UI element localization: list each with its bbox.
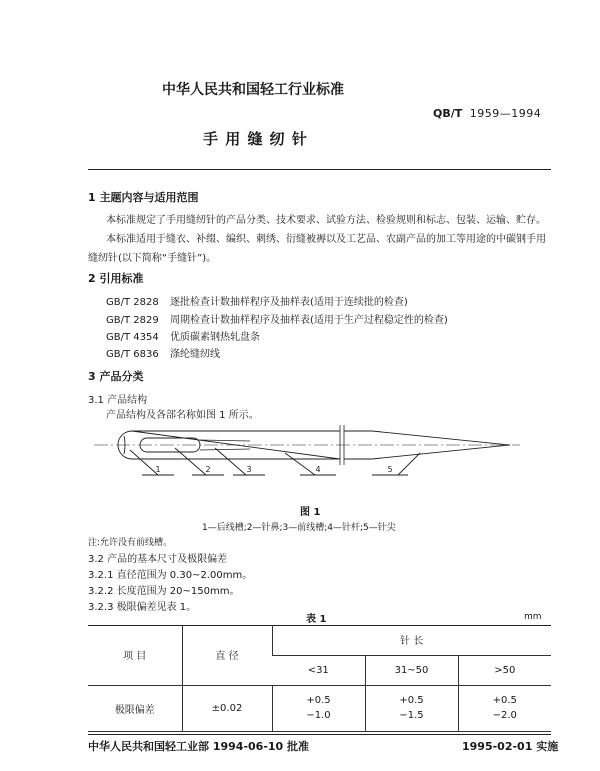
figure-label-2: 2 [205,465,211,474]
table-header-diameter: 直 径 [182,625,272,685]
deviation-lower: −1.5 [399,710,424,721]
reference-code: GB/T 4354 [106,332,159,343]
section-3-2-3: 3.2.3 极限偏差见表 1。 [88,602,197,613]
table-length-deviation [272,685,365,731]
table-length-range: 31~50 [365,655,458,685]
issuing-organization: 中华人民共和国轻工行业标准 [162,82,344,98]
section-1-para-1: 本标准规定了手用缝纫针的产品分类、技术要求、试验方法、检验规则和标志、包装、运输、贮存。 [106,215,546,226]
reference-title: 优质碳素钢热轧盘条 [170,332,260,343]
section-3-2-heading: 3.2 产品的基本尺寸及极限偏差 [88,554,228,565]
reference-code: GB/T 2828 [106,297,159,308]
reference-item [106,345,220,360]
figure-title: 图 1 [300,507,321,518]
figure-note: 注:允许没有前线槽。 [88,538,173,548]
header-rule [88,169,551,170]
section-3-heading: 3 产品分类 [88,370,144,383]
reference-title: 涤纶缝纫线 [170,349,220,360]
deviation-upper: +0.5 [399,695,424,706]
reference-item [106,311,448,326]
standard-code-prefix: QB/T [433,107,463,120]
document-title: 手 用 缝 纫 针 [203,130,308,148]
deviation-table [88,625,551,732]
reference-code: GB/T 2829 [106,315,159,326]
implementation-date: 1995-02-01 实施 [462,740,559,753]
figure-caption: 1—后线槽;2—针鼻;3—前线槽;4—针杆;5—针尖 [202,523,396,533]
table-diameter-deviation: ±0.02 [182,685,272,731]
reference-title: 周期检查计数抽样程序及抽样表(适用于生产过程稳定性的检查) [170,315,448,326]
section-3-1-text: 产品结构及各部名称如图 1 所示。 [106,410,259,421]
table-length-range: <31 [272,655,365,685]
standard-code-number: 1959—1994 [469,107,542,120]
deviation-lower: −1.0 [306,710,331,721]
figure-label-4: 4 [315,465,321,474]
table-unit: mm [524,612,542,622]
section-3-2-1: 3.2.1 直径范围为 0.30~2.00mm。 [88,570,253,581]
leader-line-4 [285,453,315,475]
section-2-heading: 2 引用标准 [88,272,144,285]
reference-item [106,328,260,343]
table-length-deviation [365,685,458,731]
figure-label-1: 1 [155,465,161,474]
leader-line-1 [130,450,161,475]
footer-rule [88,734,551,735]
deviation-upper: +0.5 [492,695,517,706]
deviation-lower: −2.0 [492,710,517,721]
figure-label-5: 5 [387,465,393,474]
section-1-para-2b: 缝纫针(以下简称“手缝针”)。 [88,253,217,264]
needle-figure [90,420,530,490]
table-row-label: 极限偏差 [88,685,182,731]
table-length-range: >50 [458,655,551,685]
section-3-2-2: 3.2.2 长度范围为 20~150mm。 [88,586,240,597]
reference-title: 逐批检查计数抽样程序及抽样表(适用于连续批的检查) [170,297,408,308]
figure-label-3: 3 [246,465,252,474]
standard-code [433,107,541,120]
approval-line: 中华人民共和国轻工业部 1994-06-10 批准 [88,740,310,753]
section-1-heading: 1 主题内容与适用范围 [88,191,199,204]
table-header-item: 项 目 [88,625,182,685]
deviation-upper: +0.5 [306,695,331,706]
section-1-para-2a: 本标准适用于缝衣、补缀、编织、刺绣、衍缝被褥以及工艺品、农副产品的加工等用途的中碳钢手用 [106,234,546,245]
section-3-1-heading: 3.1 产品结构 [88,395,148,406]
table-length-deviation [458,685,551,731]
leader-line-3 [215,448,246,475]
table-title: 表 1 [306,614,327,625]
table-header-length: 针 长 [272,625,551,655]
reference-item [106,293,408,308]
reference-code: GB/T 6836 [106,349,159,360]
